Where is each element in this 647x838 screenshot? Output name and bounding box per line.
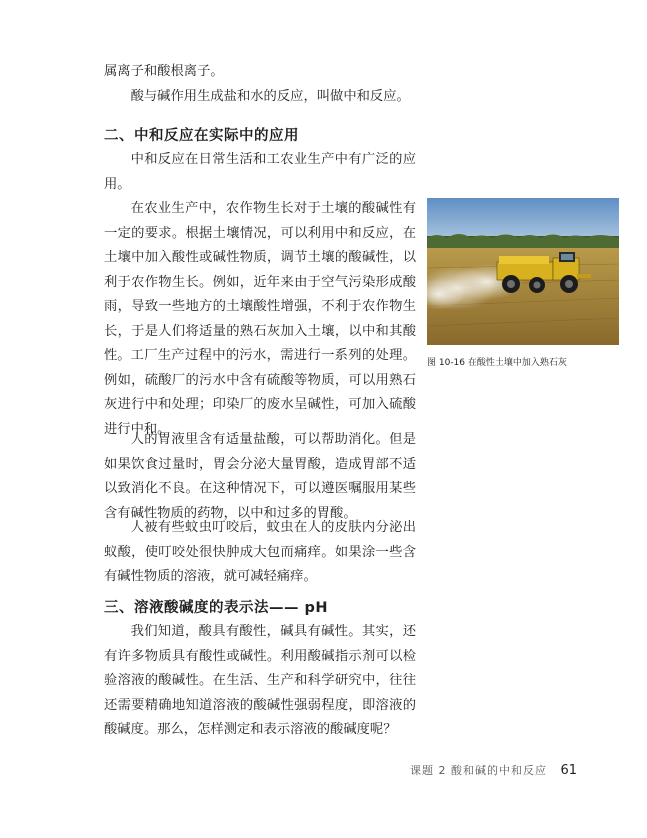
paragraph-mosquito-bite: 人被有些蚊虫叮咬后，蚊虫在人的皮肤内分泌出蚁酸，使叮咬处很快肿成大包而痛痒。如果涂一些含有碱性物质的溶液，就可减轻痛痒。 — [104, 520, 416, 584]
figure-tractor-spreading-lime — [427, 198, 619, 345]
paragraph-continuation: 属离子和酸根离子。 — [104, 64, 224, 79]
page-footer — [410, 762, 577, 778]
paragraph-ph-intro: 我们知道，酸具有酸性，碱具有碱性。其实，还有许多物质具有酸性或碱性。利用酸碱指示剂可以检验溶液的酸碱性。在生活、生产和科学研究中，往往还需要精确地知道溶液的酸碱性强弱程度，即溶液的酸碱度。那么，怎样测定和表示溶液的酸碱度呢？ — [104, 624, 416, 737]
footer-chapter-title: 课题 2 酸和碱的中和反应 — [409, 764, 547, 777]
page-number: 61 — [560, 763, 577, 778]
paragraph-applications-intro: 中和反应在日常生活和工农业生产中有广泛的应用。 — [104, 152, 416, 192]
paragraph-factory-wastewater: 工厂生产过程中的污水，需进行一系列的处理。例如，硫酸厂的污水中含有硫酸等物质，可以用熟石灰进行中和处理；印染厂的废水呈碱性，可加入硫酸进行中和。 — [104, 348, 416, 437]
paragraph-stomach-acid: 人的胃液里含有适量盐酸，可以帮助消化。但是如果饮食过量时，胃会分泌大量胃酸，造成胃部不适以致消化不良。在这种情况下，可以遵医嘱服用某些含有碱性物质的药物，以中和过多的胃酸。 — [104, 432, 416, 521]
section-heading-applications: 二、中和反应在实际中的应用 — [104, 128, 299, 144]
figure-caption: 图 10-16 在酸性土壤中加入熟石灰 — [427, 358, 567, 368]
paragraph-neutralization-definition: 酸与碱作用生成盐和水的反应，叫做中和反应。 — [130, 89, 410, 104]
section-heading-ph: 三、溶液酸碱度的表示法—— pH — [104, 600, 329, 616]
paragraph-agriculture: 在农业生产中，农作物生长对于土壤的酸碱性有一定的要求。根据土壤情况，可以利用中和反应，在土壤中加入酸性或碱性物质，调节土壤的酸碱性，以利于农作物生长。例如，近年来由于空气污染形成酸雨，导致一些地方的土壤酸性增强，不利于农作物生长，于是人们将适量的熟石灰加入土壤，以中和其酸性。 — [104, 201, 416, 363]
